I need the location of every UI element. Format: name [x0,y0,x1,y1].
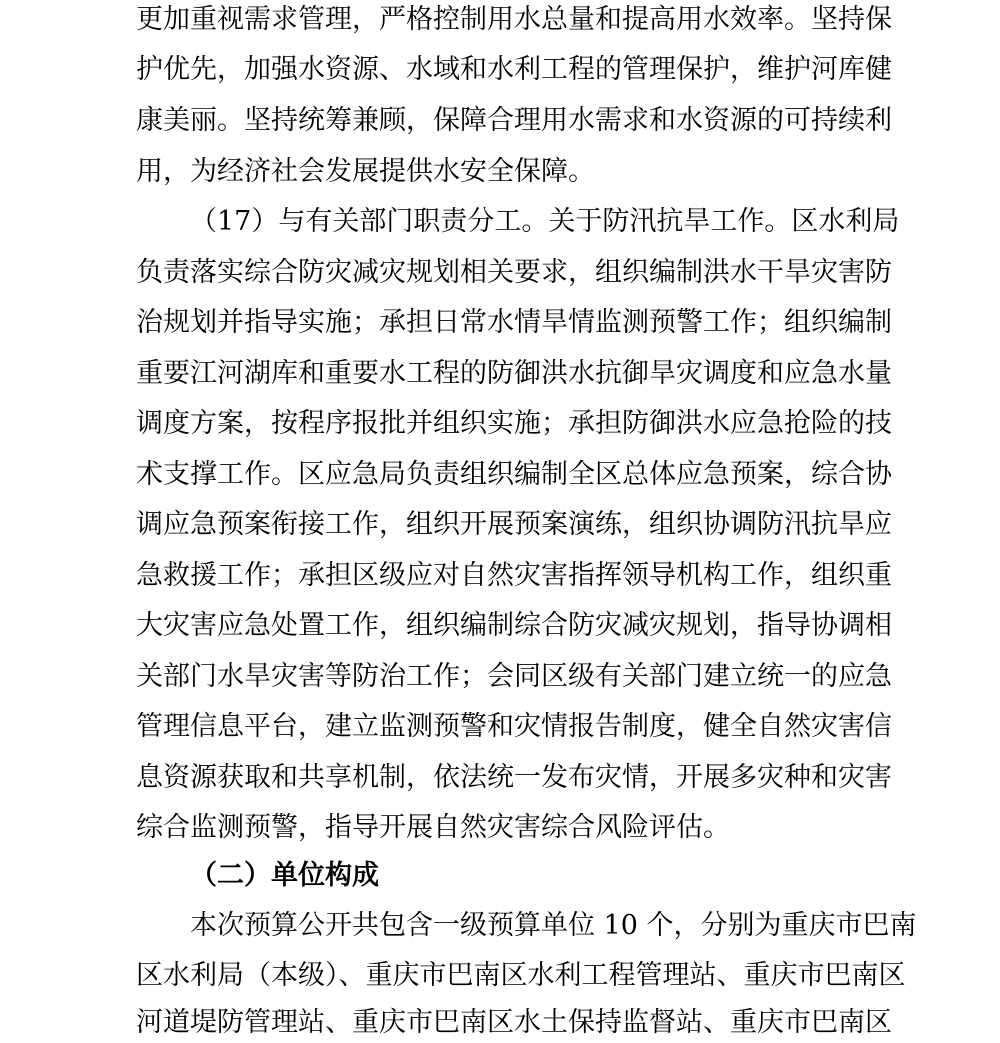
text-line: 术支撑工作。区应急局负责组织编制全区总体应急预案，综合协 [136,459,892,490]
text-line: 大灾害应急处置工作，组织编制综合防灾减灾规划，指导协调相 [136,610,892,641]
text-line: 区水利局（本级）、重庆市巴南区水利工程管理站、重庆市巴南区 [136,960,906,991]
text-line: 护优先，加强水资源、水域和水利工程的管理保护，维护河库健 [136,54,892,85]
text-line: 管理信息平台，建立监测预警和灾情报告制度，健全自然灾害信 [136,711,892,742]
text-line: 用，为经济社会发展提供水安全保障。 [136,156,595,187]
text-line: 调应急预案衔接工作，组织开展预案演练，组织协调防汛抗旱应 [136,509,892,540]
text-line: 息资源获取和共享机制，依法统一发布灾情，开展多灾种和灾害 [136,762,892,793]
text-line: 更加重视需求管理，严格控制用水总量和提高用水效率。坚持保 [136,4,892,35]
text-line: 负责落实综合防灾减灾规划相关要求，组织编制洪水干旱灾害防 [136,257,892,288]
text-line: 调度方案，按程序报批并组织实施；承担防御洪水应急抢险的技 [136,408,892,439]
text-line: 河道堤防管理站、重庆市巴南区水土保持监督站、重庆市巴南区 [136,1007,892,1038]
text-line: 重要江河湖库和重要水工程的防御洪水抗御旱灾调度和应急水量 [136,358,892,389]
section-heading: （二）单位构成 [190,860,379,891]
text-line: 治规划并指导实施；承担日常水情旱情监测预警工作；组织编制 [136,307,892,338]
text-line: （17）与有关部门职责分工。关于防汛抗旱工作。区水利局 [190,206,900,237]
text-line: 综合监测预警，指导开展自然灾害综合风险评估。 [136,812,730,843]
text-line: 本次预算公开共包含一级预算单位 10 个，分别为重庆市巴南 [190,910,917,941]
text-line: 康美丽。坚持统筹兼顾，保障合理用水需求和水资源的可持续利 [136,105,892,136]
text-line: 急救援工作；承担区级应对自然灾害指挥领导机构工作，组织重 [136,560,892,591]
text-line: 关部门水旱灾害等防治工作；会同区级有关部门建立统一的应急 [136,661,892,692]
